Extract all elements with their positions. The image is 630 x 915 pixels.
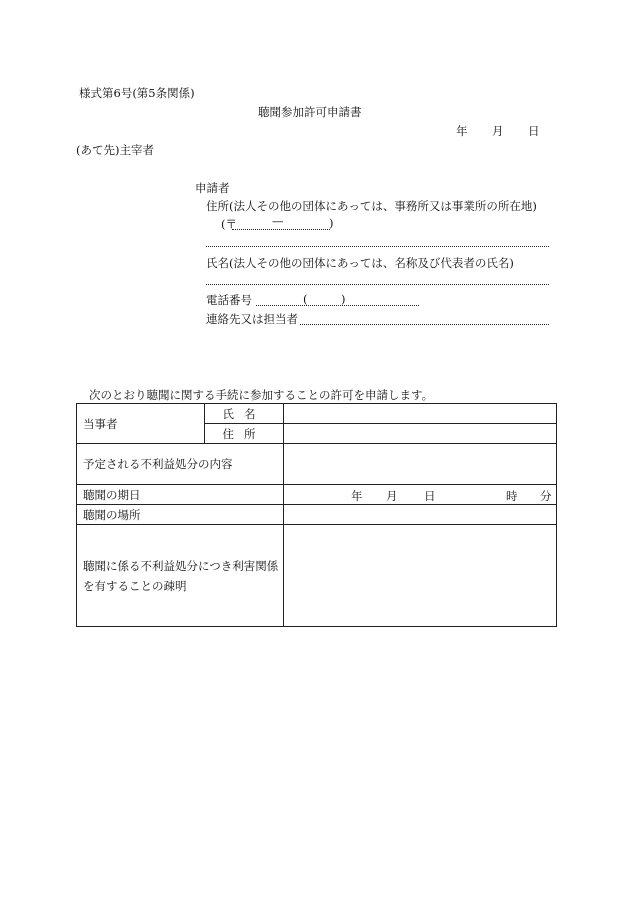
address-field[interactable]	[206, 246, 549, 247]
party-address-field[interactable]	[284, 424, 557, 444]
party-address-label: 住所	[205, 424, 284, 444]
hearing-date-label: 聴聞の期日	[77, 485, 284, 505]
name-field[interactable]	[206, 284, 549, 285]
hearing-minute-label: 分	[540, 489, 552, 503]
hearing-day-label: 日	[424, 489, 436, 503]
interest-explanation-label: 聴聞に係る不利益処分につき利害関係を有することの疎明	[77, 525, 284, 627]
hearing-month-label: 月	[386, 489, 398, 503]
contact-field[interactable]	[300, 324, 549, 325]
phone-paren-close: )	[341, 292, 346, 306]
interest-explanation-field[interactable]	[284, 525, 557, 627]
application-table	[76, 403, 557, 627]
postal-dash: —	[272, 214, 284, 228]
date-day-label: 日	[528, 124, 540, 138]
party-name-field[interactable]	[284, 404, 557, 424]
applicant-name-label: 氏名(法人その他の団体にあっては、名称及び代表者の氏名)	[206, 256, 514, 270]
postal-open: (〒	[221, 217, 237, 231]
hearing-year-label: 年	[351, 489, 363, 503]
date-year-label: 年	[456, 124, 468, 138]
party-label: 当事者	[77, 404, 205, 444]
addressee: (あて先)主宰者	[76, 143, 154, 157]
contact-label: 連絡先又は担当者	[206, 312, 298, 326]
planned-disposition-field[interactable]	[284, 444, 557, 485]
postal-close: )	[329, 216, 334, 230]
party-name-label: 氏名	[205, 404, 284, 424]
date-month-label: 月	[492, 124, 504, 138]
hearing-place-field[interactable]	[284, 505, 557, 525]
phone-label: 電話番号	[206, 293, 252, 307]
phone-paren-open: (	[303, 292, 308, 306]
form-number: 様式第6号(第5条関係)	[79, 86, 195, 100]
applicant-heading: 申請者	[195, 181, 230, 195]
applicant-address-label: 住所(法人その他の団体にあっては、事務所又は事業所の所在地)	[206, 199, 537, 213]
phone-field[interactable]	[256, 305, 419, 306]
document-title: 聴聞参加許可申請書	[258, 105, 362, 119]
hearing-date-field[interactable]	[284, 485, 557, 505]
hearing-place-label: 聴聞の場所	[77, 505, 284, 525]
application-statement: 次のとおり聴聞に関する手続に参加することの許可を申請します。	[89, 388, 434, 402]
hearing-hour-label: 時	[506, 489, 518, 503]
planned-disposition-label: 予定される不利益処分の内容	[77, 444, 284, 485]
postal-code-field[interactable]	[232, 229, 330, 230]
